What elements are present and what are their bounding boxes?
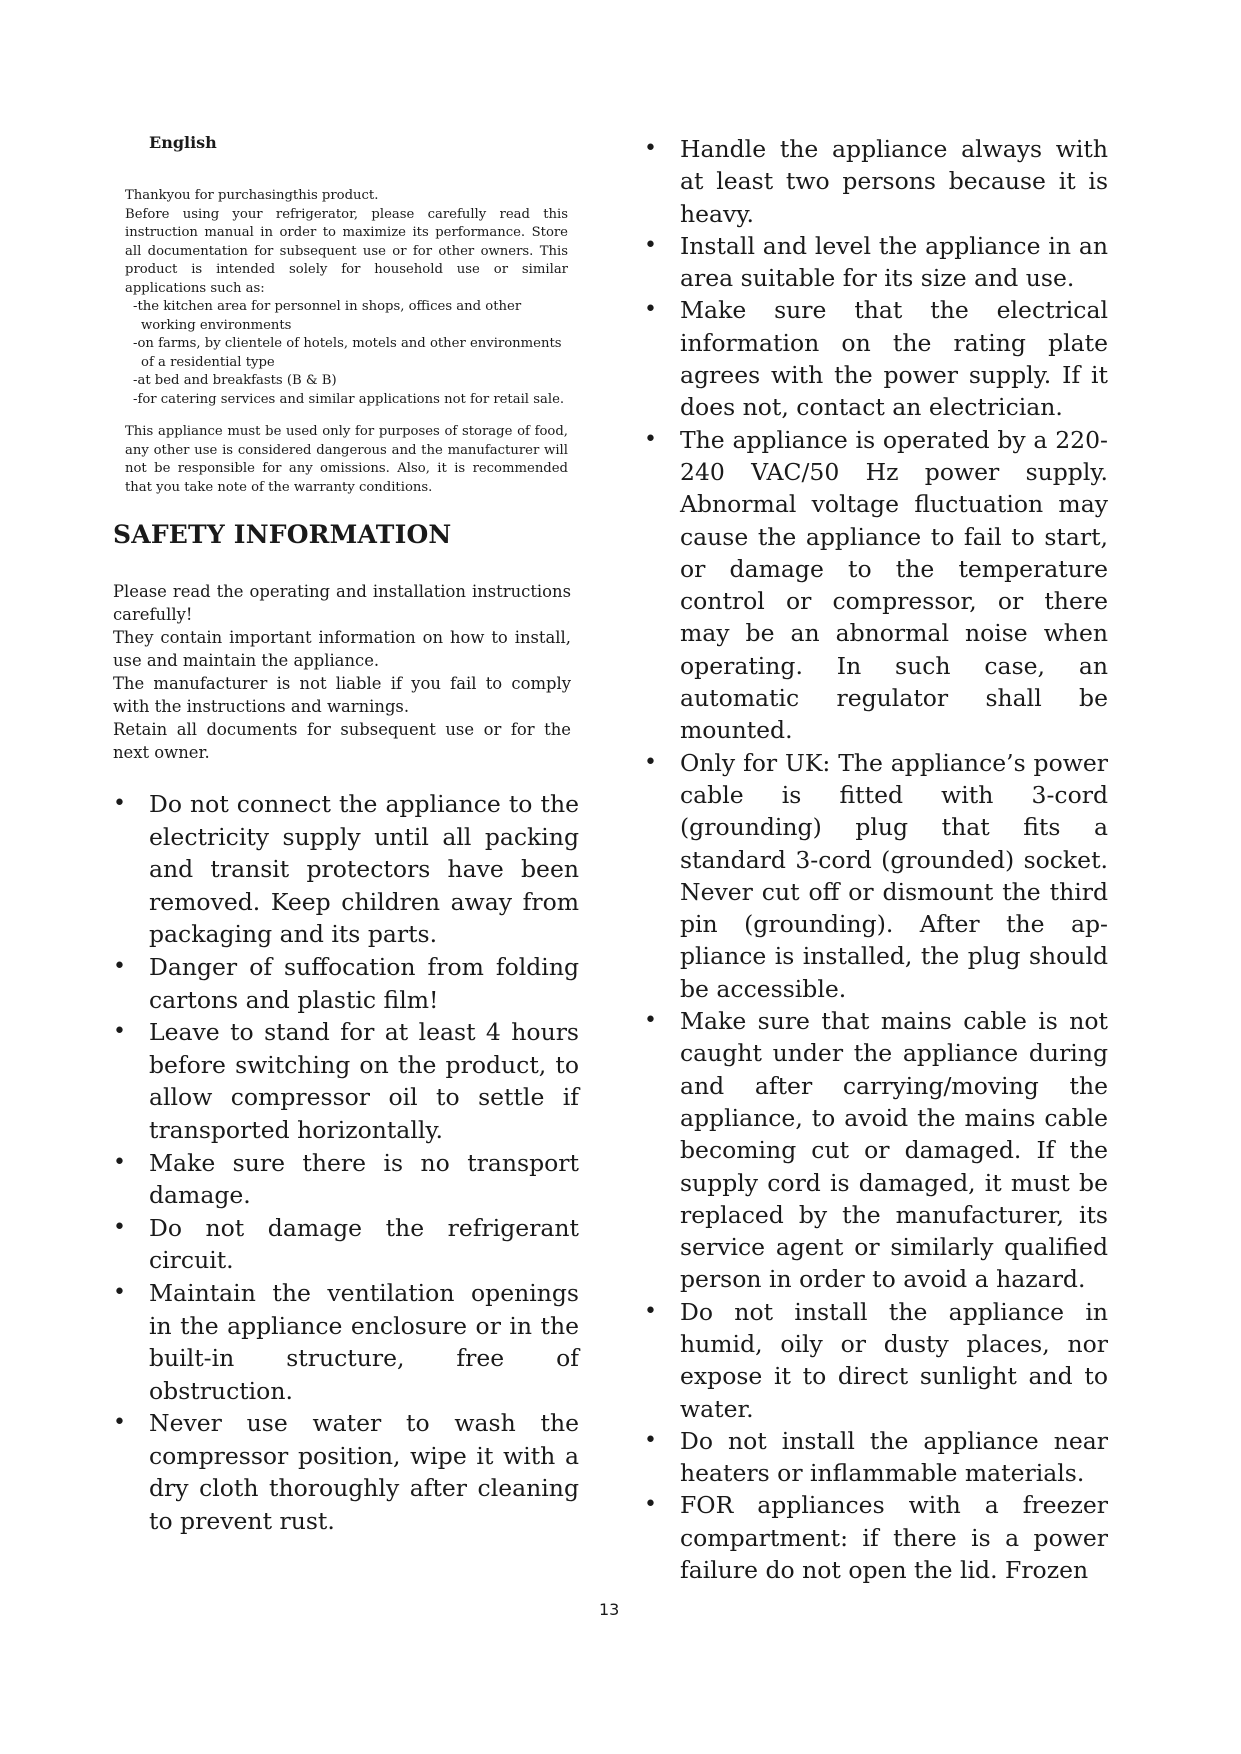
list-item: • FOR appliances with a freezer compartment: if there is a power failure do not open the lid. Frozen <box>644 1491 1108 1585</box>
bullet-icon: • <box>644 749 657 775</box>
list-item: • Danger of suffocation from folding cartons and plastic film! <box>113 952 579 1014</box>
language-label: English <box>149 133 217 152</box>
bullet-icon: • <box>644 1008 657 1034</box>
bullet-icon: • <box>113 1149 126 1175</box>
list-item: • Only for UK: The appliance’s power cable is fitted with 3-cord (grounding) plug that fits a standard 3-cord (grounded) socket. Never cut off or dismount the third pin (grounding). After the ap- pliance is installed, the plug should be accessible. <box>644 748 1108 1003</box>
intro-dash-item: -at bed and breakfasts (B & B) <box>133 373 337 388</box>
read-paragraph: They contain important information on how to install, use and maintain the appliance. <box>113 628 571 670</box>
bullet-icon: • <box>113 953 126 979</box>
section-title: SAFETY INFORMATION <box>113 520 452 549</box>
intro-note: This appliance must be used only for purposes of storage of food, any other use is considered dangerous and the manufacturer will not be responsible for any omissions. Also, it is recommended that you take note of the warranty conditions. <box>125 424 568 495</box>
list-item: • Leave to stand for at least 4 hours before switching on the product, to allow compressor oil to settle if transported horizontally. <box>113 1018 579 1144</box>
bullet-icon: • <box>113 1279 126 1305</box>
left-bullet-list <box>113 788 579 1538</box>
list-item: • Do not install the appliance near heaters or inflammable materials. <box>644 1426 1108 1488</box>
list-item: • Make sure that mains cable is not caught under the appliance during and after carrying/moving the appliance, to avoid the mains cable becoming cut or damaged. If the supply cord is damaged, it must be replaced by the manufacturer, its service agent or similarly qualified person in order to avoid a hazard. <box>644 1007 1108 1294</box>
bullet-icon: • <box>113 1214 126 1240</box>
read-instructions <box>113 580 571 764</box>
intro-dash-item: -for catering services and similar applications not for retail sale. <box>133 391 565 407</box>
list-item: • Do not damage the refrigerant circuit. <box>113 1213 579 1275</box>
bullet-icon: • <box>644 426 657 452</box>
list-item: • Never use water to wash the compressor position, wipe it with a dry cloth thoroughly after cleaning to prevent rust. <box>113 1409 579 1536</box>
bullet-icon: • <box>113 1019 126 1045</box>
list-item: • Handle the appliance always with at least two persons because it is heavy. <box>644 135 1108 228</box>
list-item: • The appliance is operated by a 220-240 VAC/50 Hz power supply. Abnormal voltage fluctuation may cause the appliance to fail to start, or damage to the temperature control or compressor, or there may be an abnormal noise when operating. In such case, an automatic regulator shall be mounted. <box>644 425 1108 745</box>
right-bullet-list <box>644 133 1108 1586</box>
bullet-icon: • <box>644 297 657 323</box>
bullet-icon: • <box>644 136 657 161</box>
bullet-icon: • <box>644 1492 657 1518</box>
bullet-icon: • <box>113 1410 126 1436</box>
intro-dash-item: -the kitchen area for personnel in shops, offices and other working environments <box>133 299 522 333</box>
intro-line: Before using your refrigerator, please carefully read this instruction manual in order to maximize its performance. Store all documentation for subsequent use or for other owners. This product is intended solely for household use or similar applications such as: <box>125 206 568 296</box>
page-number: 13 <box>599 1600 620 1619</box>
list-item: • Make sure there is no transport damage. <box>113 1148 579 1210</box>
list-item: • Do not connect the appliance to the electricity supply until all packing and transit protectors have been removed. Keep children away from packaging and its parts. <box>113 790 579 949</box>
intro-dash-item: -on farms, by clientele of hotels, motels and other environments of a residential type <box>133 336 562 370</box>
read-paragraph: The manufacturer is not liable if you fail to comply with the instructions and warnings. <box>113 674 571 716</box>
bullet-icon: • <box>644 1427 657 1453</box>
read-paragraph: Please read the operating and installation instructions carefully! <box>113 582 571 624</box>
list-item: • Make sure that the electrical information on the rating plate agrees with the power supply. If it does not, contact an electrician. <box>644 296 1108 422</box>
bullet-icon: • <box>113 791 126 816</box>
bullet-icon: • <box>644 232 657 258</box>
read-paragraph: Retain all documents for subsequent use or for the next owner. <box>113 720 571 762</box>
intro-block <box>125 187 568 497</box>
list-item: • Install and level the appliance in an area suitable for its size and use. <box>644 231 1108 293</box>
intro-line: Thankyou for purchasingthis product. <box>125 188 379 203</box>
bullet-icon: • <box>644 1298 657 1324</box>
list-item: • Maintain the ventilation openings in the appliance enclosure or in the built-in structure, free of obstruction. <box>113 1278 579 1405</box>
list-item: • Do not install the appliance in humid, oily or dusty places, nor expose it to direct sunlight and to water. <box>644 1297 1108 1423</box>
